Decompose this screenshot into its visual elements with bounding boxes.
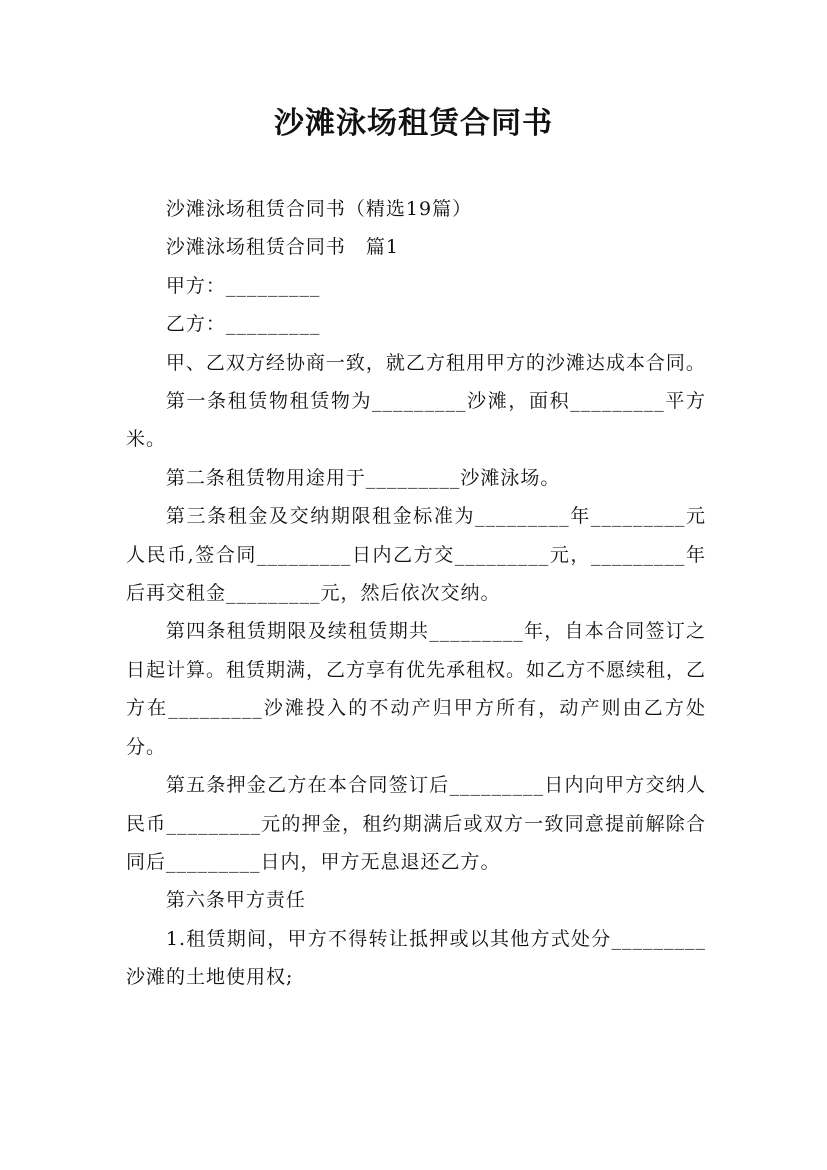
paragraph-article-2: 第二条租赁物用途用于_________沙滩泳场。 bbox=[165, 466, 561, 489]
paragraph-article-5: 第五条押金乙方在本合同签订后_________日内向甲方交纳人民币_________元的押金，租约期满后或双方一致同意提前解除合同后_________日内，甲方无息退还乙方。 bbox=[126, 774, 706, 873]
paragraph-article-6-item-1: 1.租赁期间，甲方不得转让抵押或以其他方式处分_________沙滩的土地使用权; bbox=[126, 927, 706, 989]
paragraph-party-a: 甲方：_________ bbox=[165, 274, 321, 297]
paragraph-party-b: 乙方：_________ bbox=[165, 313, 321, 336]
document-body bbox=[126, 190, 706, 997]
paragraph-article-4: 第四条租赁期限及续租赁期共_________年，自本合同签订之日起计算。租赁期满，乙方享有优先承租权。如乙方不愿续租，乙方在_________沙滩投入的不动产归甲方所有，动产则由乙方处分。 bbox=[126, 620, 707, 758]
paragraph-subtitle: 沙滩泳场租赁合同书（精选19篇） bbox=[165, 198, 473, 220]
document-title: 沙滩泳场租赁合同书 bbox=[274, 106, 553, 141]
paragraph-preamble: 甲、乙双方经协商一致，就乙方租用甲方的沙滩达成本合同。 bbox=[165, 351, 706, 374]
paragraph-article-1: 第一条租赁物租赁物为_________沙滩，面积_________平方米。 bbox=[126, 390, 706, 451]
paragraph-section-heading: 沙滩泳场租赁合同书 篇1 bbox=[165, 236, 399, 259]
paragraph-article-6: 第六条甲方责任 bbox=[165, 889, 306, 912]
paragraph-article-3: 第三条租金及交纳期限租金标准为_________年_________元人民币,签合同_________日内乙方交_________元，_________年后再交租金_________元，然后依次交纳。 bbox=[126, 505, 706, 605]
